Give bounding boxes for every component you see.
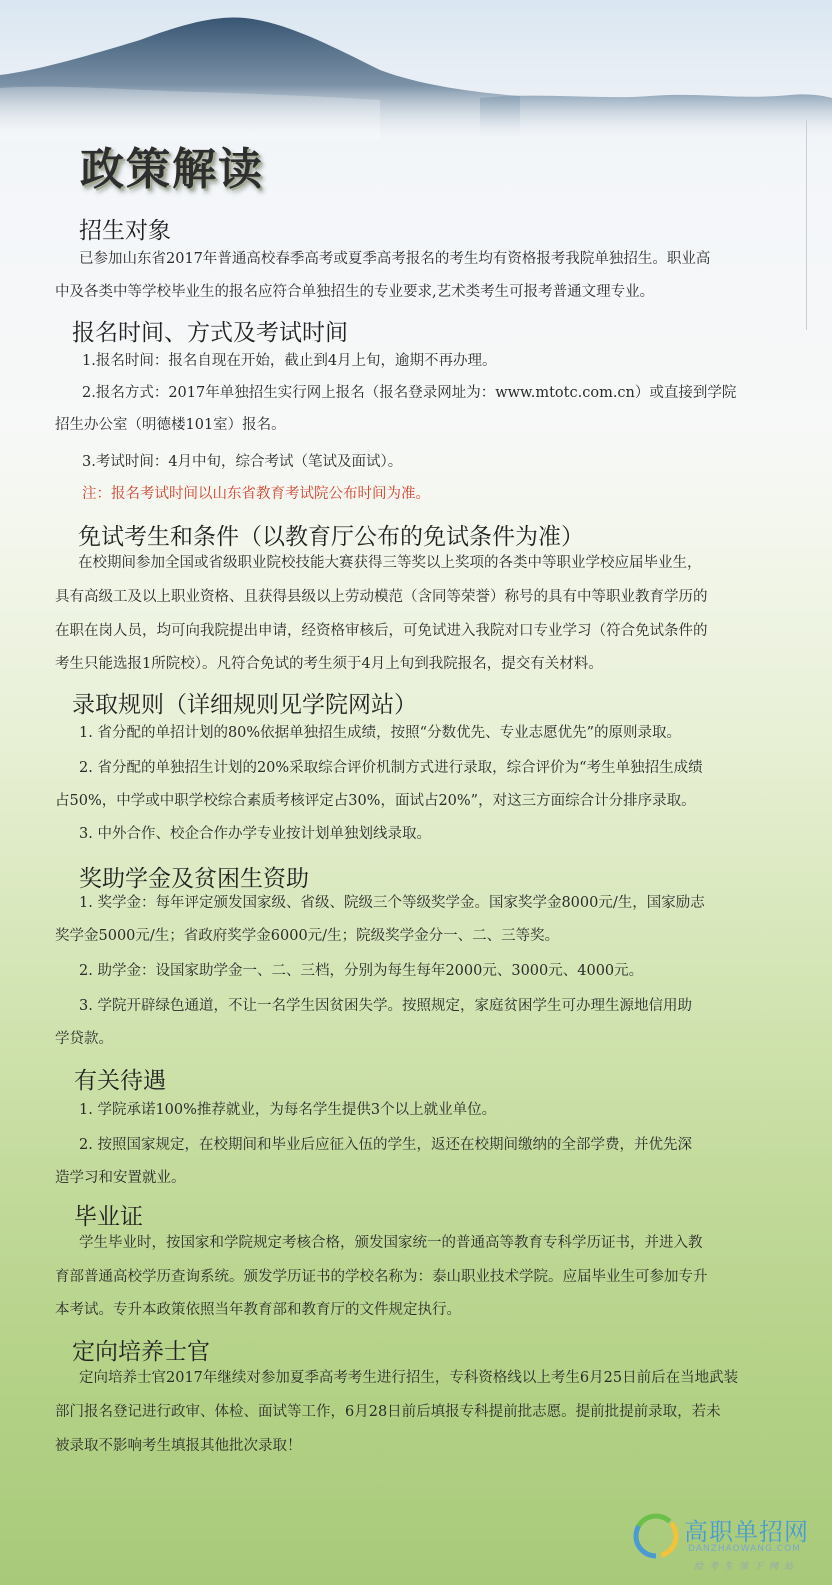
paragraph-line: 在校期间参加全国或省级职业院校技能大赛获得三等奖以上奖项的各类中等职业学校应届毕业生， xyxy=(78,555,702,571)
section-heading-admission-rules: 录取规则（详细规则见学院网站） xyxy=(72,692,417,718)
paragraph-line: 1. 奖学金：每年评定颁发国家级、省级、院级三个等级奖学金。国家奖学金8000元/生，国家励志 xyxy=(79,895,705,911)
paragraph-line: 1. 省分配的单招计划的80%依据单独招生成绩，按照“分数优先、专业志愿优先”的原则录取。 xyxy=(79,725,681,741)
paragraph-line: 学贷款。 xyxy=(55,1031,113,1047)
section-heading-registration: 报名时间、方式及考试时间 xyxy=(72,320,348,346)
paragraph-line: 中及各类中等学校毕业生的报名应符合单独招生的专业要求,艺术类考生可报考普通文理专业。 xyxy=(55,284,655,300)
section-heading-scholarships: 奖助学金及贫困生资助 xyxy=(79,866,309,892)
section-heading-nco-training: 定向培养士官 xyxy=(72,1339,210,1365)
paragraph-line: 学生毕业时，按国家和学院规定考核合格，颁发国家统一的普通高等教育专科学历证书，并进入教 xyxy=(79,1235,703,1251)
note-text: 注：报名考试时间以山东省教育考试院公布时间为准。 xyxy=(82,486,430,502)
paragraph-line: 奖学金5000元/生；省政府奖学金6000元/生；院级奖学金分一、二、三等奖。 xyxy=(55,928,560,944)
paragraph-line: 1.报名时间：报名自现在开始，截止到4月上旬，逾期不再办理。 xyxy=(82,353,497,369)
paragraph-line: 考生只能选报1所院校）。凡符合免试的考生须于4月上旬到我院报名，提交有关材料。 xyxy=(55,656,603,672)
paragraph-line: 部门报名登记进行政审、体检、面试等工作，6月28日前后填报专科提前批志愿。提前批提前录取，若未 xyxy=(55,1404,721,1420)
watermark-site-name: 高职单招网 xyxy=(684,1518,809,1546)
paragraph-line: 占50%，中学或中职学校综合素质考核评定占30%，面试占20%”，对这三方面综合计分排序录取。 xyxy=(55,793,696,809)
paragraph-line: 3. 中外合作、校企合作办学专业按计划单独划线录取。 xyxy=(79,826,431,842)
watermark-logo xyxy=(630,1510,830,1582)
paragraph-line: 造学习和安置就业。 xyxy=(55,1170,186,1186)
paragraph-line: 具有高级工及以上职业资格、且获得县级以上劳动模范（含同等荣誉）称号的具有中等职业教育学历的 xyxy=(55,589,708,605)
paragraph-line: 1. 学院承诺100%推荐就业，为每名学生提供3个以上就业单位。 xyxy=(79,1102,497,1118)
section-heading-benefits: 有关待遇 xyxy=(74,1068,166,1094)
section-heading-enrollment-target: 招生对象 xyxy=(79,218,171,244)
paragraph-line: 2. 助学金：设国家助学金一、二、三档，分别为每生每年2000元、3000元、4000元。 xyxy=(79,963,644,979)
watermark-slogan: 给考生领下网站 xyxy=(694,1562,800,1572)
paragraph-line: 2. 按照国家规定，在校期间和毕业后应征入伍的学生，返还在校期间缴纳的全部学费，并优先深 xyxy=(79,1137,692,1153)
paragraph-line: 2. 省分配的单独招生计划的20%采取综合评价机制方式进行录取，综合评价为“考生单独招生成绩 xyxy=(79,760,703,776)
section-heading-exemption: 免试考生和条件（以教育厅公布的免试条件为准） xyxy=(78,524,584,550)
paragraph-line: 育部普通高校学历查询系统。颁发学历证书的学校名称为：泰山职业技术学院。应届毕业生可参加专升 xyxy=(55,1269,708,1285)
paragraph-line: 2.报名方式：2017年单独招生实行网上报名（报名登录网址为：www.mtotc.com.cn）或直接到学院 xyxy=(82,385,737,401)
paragraph-line: 被录取不影响考生填报其他批次录取！ xyxy=(55,1438,302,1454)
paragraph-line: 3.考试时间：4月中旬，综合考试（笔试及面试）。 xyxy=(82,454,403,470)
paragraph-line: 在职在岗人员，均可向我院提出申请，经资格审核后，可免试进入我院对口专业学习（符合免试条件的 xyxy=(55,623,708,639)
paragraph-line: 定向培养士官2017年继续对参加夏季高考考生进行招生，专科资格线以上考生6月25日前后在当地武装 xyxy=(79,1370,739,1386)
paragraph-line: 本考试。专升本政策依照当年教育部和教育厅的文件规定执行。 xyxy=(55,1302,461,1318)
paragraph-line: 招生办公室（明德楼101室）报名。 xyxy=(55,417,286,433)
site-logo-icon xyxy=(632,1512,680,1560)
section-heading-diploma: 毕业证 xyxy=(74,1204,143,1230)
paragraph-line: 3. 学院开辟绿色通道，不让一名学生因贫困失学。按照规定，家庭贫困学生可办理生源地信用助 xyxy=(79,998,692,1014)
page-title: 政策解读 xyxy=(80,144,264,195)
watermark-url: DANZHAOWANG.COM xyxy=(688,1544,801,1554)
paragraph-line: 已参加山东省2017年普通高校春季高考或夏季高考报名的考生均有资格报考我院单独招生。职业高 xyxy=(79,251,711,267)
